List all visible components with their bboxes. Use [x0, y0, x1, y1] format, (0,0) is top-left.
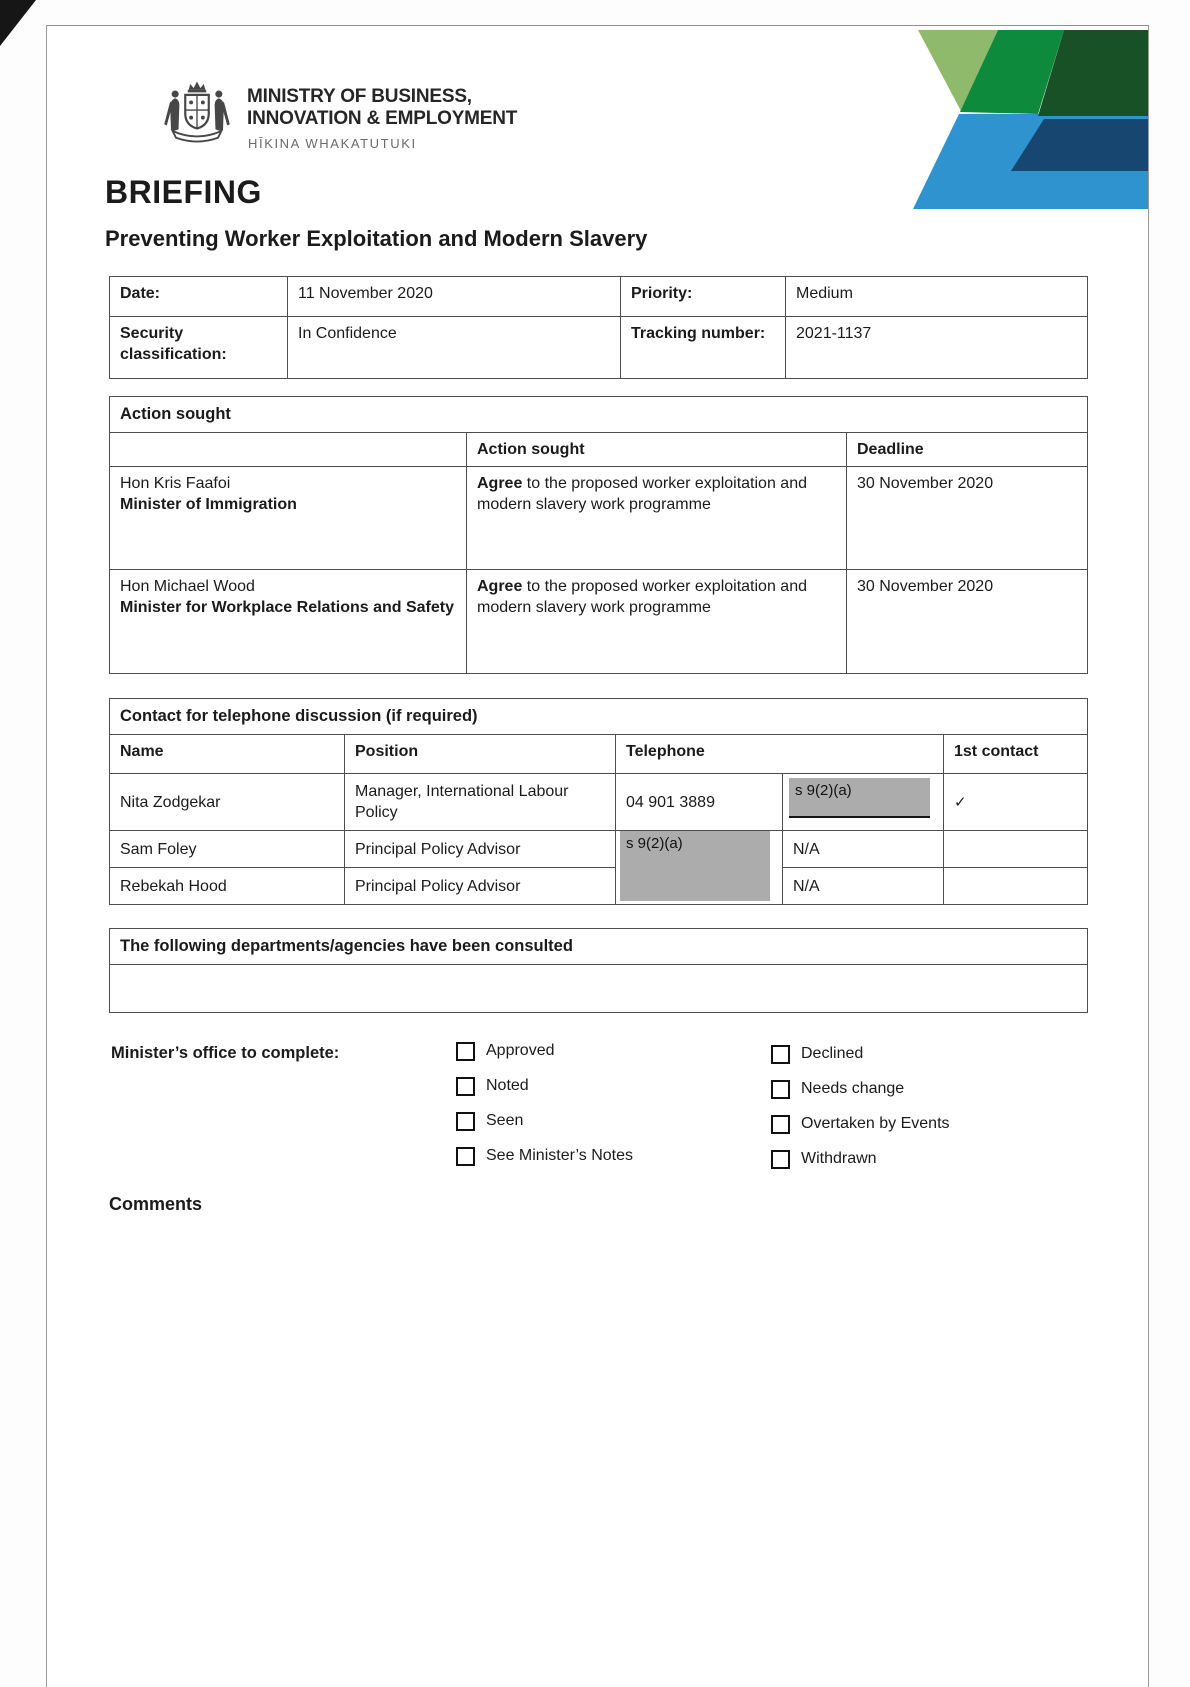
redaction-label: s 9(2)(a) — [795, 782, 852, 799]
coat-of-arms-logo — [155, 78, 239, 158]
checkbox-label: Withdrawn — [801, 1150, 877, 1167]
redaction-label: s 9(2)(a) — [626, 835, 683, 852]
priority-value: Medium — [786, 277, 1088, 317]
checkbox-row — [771, 1115, 950, 1133]
checkbox-approved[interactable] — [456, 1042, 475, 1061]
telephone-redacted-cell — [783, 774, 944, 831]
contact-name: Rebekah Hood — [110, 868, 345, 905]
telephone-value: N/A — [783, 831, 944, 868]
checkbox-row — [771, 1080, 950, 1098]
shape-navy — [1011, 119, 1148, 171]
contact-header-position: Position — [345, 735, 616, 774]
first-contact-check — [944, 831, 1088, 868]
action-col-header-deadline: Deadline — [847, 433, 1088, 467]
checkbox-row — [456, 1147, 633, 1165]
ministry-wordmark — [247, 86, 517, 130]
date-value: 11 November 2020 — [288, 277, 621, 317]
checkbox-needs-change[interactable] — [771, 1080, 790, 1099]
consulted-empty-cell — [110, 965, 1088, 1013]
document-subtitle: Preventing Worker Exploitation and Modern Slavery — [105, 226, 648, 251]
ministry-wordmark-line2: INNOVATION & EMPLOYMENT — [247, 108, 518, 129]
meta-table — [109, 276, 1088, 379]
consulted-title: The following departments/agencies have been consulted — [110, 929, 1088, 965]
contact-position: Principal Policy Advisor — [345, 831, 616, 868]
checkbox-seen[interactable] — [456, 1112, 475, 1131]
first-contact-check — [944, 868, 1088, 905]
checkbox-label: Approved — [486, 1042, 555, 1059]
contact-name: Nita Zodgekar — [110, 774, 345, 831]
checkbox-row — [456, 1112, 633, 1130]
checkbox-row — [456, 1042, 633, 1060]
action-col-header-action: Action sought — [467, 433, 847, 467]
page-title: BRIEFING — [105, 174, 262, 210]
checkbox-label: Needs change — [801, 1080, 905, 1097]
security-label: Security classification: — [110, 317, 288, 379]
first-contact-check: ✓ — [944, 774, 1088, 831]
shape-dark-green — [1038, 30, 1148, 116]
contact-position: Principal Policy Advisor — [345, 868, 616, 905]
action-text: to the proposed worker exploitation and modern slavery work programme — [477, 578, 807, 616]
deadline-value: 30 November 2020 — [847, 570, 1088, 674]
action-row — [110, 467, 1088, 570]
action-cell — [467, 570, 847, 674]
shape-light-blue — [913, 114, 1148, 209]
security-value: In Confidence — [288, 317, 621, 379]
redaction-box — [789, 778, 930, 818]
tracking-value: 2021-1137 — [786, 317, 1088, 379]
checkbox-overtaken-by-events[interactable] — [771, 1115, 790, 1134]
contact-table-title: Contact for telephone discussion (if required) — [110, 699, 1088, 735]
checkbox-label: See Minister’s Notes — [486, 1147, 634, 1164]
minister-cell — [110, 467, 467, 570]
contact-name: Sam Foley — [110, 831, 345, 868]
action-emphasis: Agree — [477, 578, 523, 595]
checkbox-label: Noted — [486, 1077, 529, 1094]
action-cell — [467, 467, 847, 570]
contact-row — [110, 774, 1088, 831]
checkbox-group-left — [456, 1042, 633, 1165]
checkbox-label: Overtaken by Events — [801, 1115, 950, 1132]
contact-header-name: Name — [110, 735, 345, 774]
minister-role: Minister for Workplace Relations and Safety — [120, 599, 455, 616]
checkbox-see-ministers-notes[interactable] — [456, 1147, 475, 1166]
checkbox-row — [771, 1150, 950, 1168]
checkbox-withdrawn[interactable] — [771, 1150, 790, 1169]
date-label: Date: — [110, 277, 288, 317]
action-row — [110, 570, 1088, 674]
comments-heading: Comments — [109, 1194, 203, 1214]
ministry-maori-tagline: HĪKINA WHAKATUTUKI — [248, 136, 417, 151]
checkbox-row — [456, 1077, 633, 1095]
checkbox-label: Declined — [801, 1045, 864, 1062]
priority-label: Priority: — [621, 277, 786, 317]
contact-header-first-contact: 1st contact — [944, 735, 1088, 774]
minister-role: Minister of Immigration — [120, 496, 297, 513]
shape-green — [960, 30, 1064, 114]
redaction-box — [620, 831, 770, 901]
minister-name: Hon Kris Faafoi — [120, 475, 231, 492]
action-sought-table — [109, 396, 1088, 674]
telephone-redacted-cell — [616, 831, 783, 905]
consulted-table — [109, 928, 1088, 1013]
checkbox-group-right — [771, 1045, 950, 1168]
telephone-value: N/A — [783, 868, 944, 905]
ministry-wordmark-line1: MINISTRY OF BUSINESS, — [247, 86, 472, 107]
contact-position: Manager, International Labour Policy — [345, 774, 616, 831]
checkbox-noted[interactable] — [456, 1077, 475, 1096]
checkbox-row — [771, 1045, 950, 1063]
action-table-title: Action sought — [110, 397, 1088, 433]
minister-cell — [110, 570, 467, 674]
deadline-value: 30 November 2020 — [847, 467, 1088, 570]
action-text: to the proposed worker exploitation and modern slavery work programme — [477, 475, 807, 513]
ministers-office-label: Minister’s office to complete: — [111, 1044, 340, 1062]
telephone-value: 04 901 3889 — [616, 774, 783, 831]
contact-row — [110, 868, 1088, 905]
checkbox-declined[interactable] — [771, 1045, 790, 1064]
scan-corner-artifact — [0, 0, 36, 46]
document-page — [46, 25, 1149, 1687]
action-emphasis: Agree — [477, 475, 523, 492]
contact-row — [110, 831, 1088, 868]
shape-light-green-triangle — [918, 30, 998, 111]
action-header-empty — [110, 433, 467, 467]
checkbox-label: Seen — [486, 1112, 524, 1129]
contact-table — [109, 698, 1088, 905]
tracking-label: Tracking number: — [621, 317, 786, 379]
contact-header-telephone: Telephone — [616, 735, 944, 774]
minister-name: Hon Michael Wood — [120, 578, 255, 595]
